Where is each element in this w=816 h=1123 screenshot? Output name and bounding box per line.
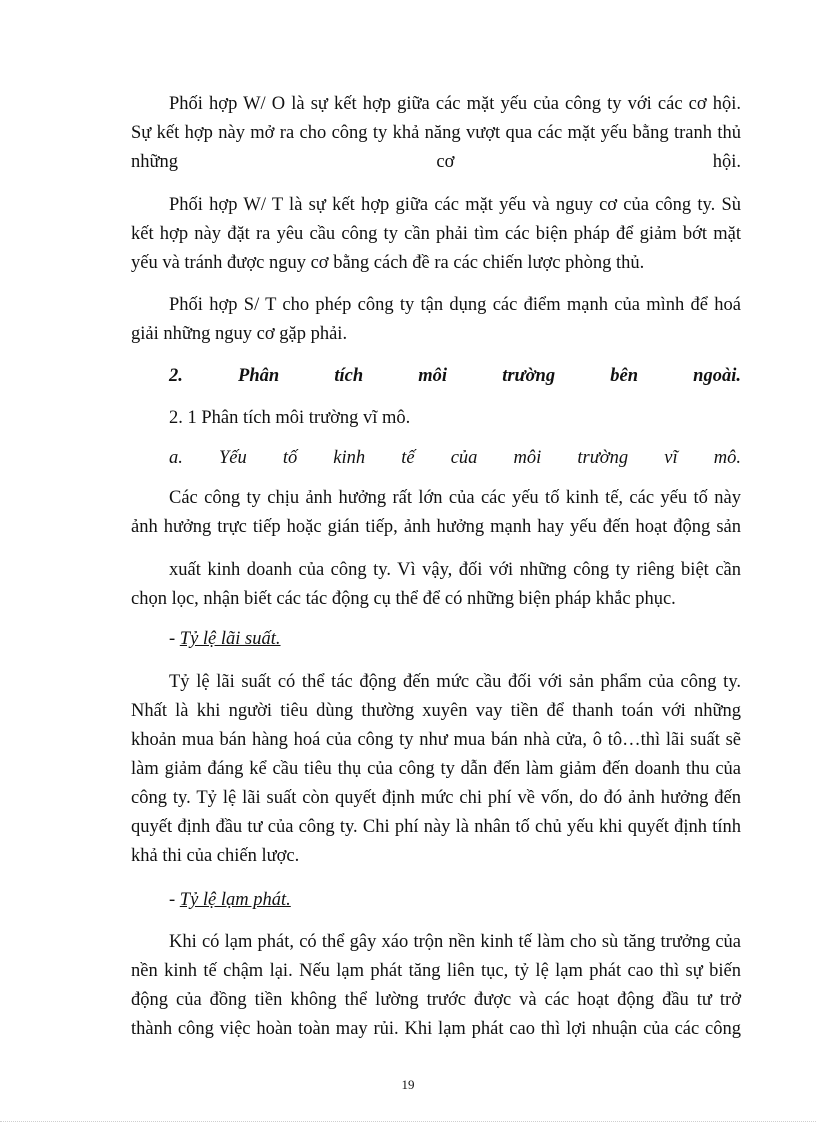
word: những — [131, 152, 179, 172]
text-line: Nhất là khi người tiêu dùng thường xuyên vay tiền để thanh toán với những — [131, 701, 741, 721]
paragraph-st — [131, 291, 741, 349]
paragraph-interest — [131, 668, 741, 871]
text-line: Phối hợp W/ T là sự kết hợp giữa các mặt yếu và nguy cơ của công ty. Sù — [169, 195, 741, 215]
text-line: quyết định đầu tư của công ty. Chi phí này là nhân tố chủ yếu khi quyết định tính — [131, 817, 741, 837]
heading-word: 2. — [169, 366, 183, 386]
text-line: Khi có lạm phát, có thể gây xáo trộn nền kinh tế làm cho sù tăng trưởng của — [169, 932, 741, 952]
text-line: nền kinh tế chậm lại. Nếu lạm phát tăng liên tục, tỷ lệ lạm phát cao thì sự biến — [131, 961, 741, 981]
heading-word: bên — [610, 366, 638, 386]
text-line: xuất kinh doanh của công ty. Vì vậy, đối với những công ty riêng biệt cần — [169, 560, 741, 580]
heading-line — [169, 362, 741, 391]
text-line: Sự kết hợp này mở ra cho công ty khả năng vượt qua các mặt yếu bằng tranh thủ — [131, 123, 741, 143]
subheading-text: 2. 1 Phân tích môi trường vĩ mô. — [169, 408, 411, 428]
heading-word: môi — [418, 366, 448, 386]
heading-word: ngoài. — [693, 366, 741, 386]
subheading-word: kinh — [333, 448, 366, 468]
text-line: Các công ty chịu ảnh hưởng rất lớn của các yếu tố kinh tế, các yếu tố này — [169, 488, 741, 508]
paragraph-wo — [131, 90, 741, 177]
subheading-line — [169, 444, 741, 473]
text-line: ảnh hưởng trực tiếp hoặc gián tiếp, ảnh hưởng mạnh hay yếu đến hoạt động sản — [131, 517, 741, 537]
paragraph-wt — [131, 191, 741, 278]
dash: - — [169, 890, 180, 910]
subheading-word: vĩ — [664, 448, 678, 468]
word: cơ — [436, 152, 455, 172]
subheading-word: a. — [169, 448, 183, 468]
subheading-word: tố — [282, 448, 298, 468]
paragraph-economy-2 — [131, 556, 741, 614]
footer-divider — [0, 1121, 816, 1122]
section-heading — [169, 362, 741, 391]
text-line: khả thi của chiến lược. — [131, 846, 300, 866]
paragraph-inflation — [131, 928, 741, 1044]
text-line: giải những nguy cơ gặp phải. — [131, 324, 348, 344]
text-line: Phối hợp S/ T cho phép công ty tận dụng các điểm mạnh của mình để hoá — [169, 295, 741, 315]
text-line: kết hợp này đặt ra yêu cầu công ty cần phải tìm các biện pháp để giảm bớt mặt — [131, 224, 741, 244]
subheading-word: môi — [513, 448, 542, 468]
word: hội. — [712, 152, 741, 172]
inflation-heading — [169, 886, 741, 915]
heading-word: trường — [502, 366, 556, 386]
heading-word: tích — [334, 366, 364, 386]
dash: - — [169, 629, 180, 649]
text-line: khoản mua bán hàng hoá của công ty như mua bán nhà cửa, ô tô…thì lãi suất sẽ — [131, 730, 741, 750]
subheading-word: trường — [577, 448, 629, 468]
subheading-a — [169, 444, 741, 473]
text-line: Tỷ lệ lãi suất có thể tác động đến mức cầu đối với sản phẩm của công ty. — [169, 672, 741, 692]
subheading-word: của — [450, 448, 478, 468]
text-line: động của đồng tiền không thể lường trước được và các hoạt động đầu tư trở — [131, 990, 741, 1010]
paragraph-economy-1 — [131, 484, 741, 542]
text-line: Phối hợp W/ O là sự kết hợp giữa các mặt yếu của công ty với các cơ hội. — [169, 94, 741, 114]
text-line: làm giảm đáng kể cầu tiêu thụ của công ty dẫn đến làm giảm đến doanh thu của — [131, 759, 741, 779]
text-line: thành công việc hoàn toàn may rủi. Khi lạm phát cao thì lợi nhuận của các công — [131, 1019, 741, 1039]
text-line: chọn lọc, nhận biết các tác động cụ thể để có những biện pháp khắc phục. — [131, 589, 676, 609]
inflation-title: Tỷ lệ lạm phát. — [179, 890, 291, 910]
page-number: 19 — [401, 1077, 415, 1092]
subheading-word: tế — [401, 448, 415, 468]
text-line: yếu và tránh được nguy cơ bằng cách đề ra các chiến lược phòng thủ. — [131, 253, 645, 273]
text-line-spread — [131, 148, 741, 177]
text-line: công ty. Tỷ lệ lãi suất còn quyết định mức chi phí về vốn, do đó ảnh hưởng đến — [131, 788, 741, 808]
subheading-word: mô. — [713, 448, 741, 468]
interest-heading — [169, 625, 741, 654]
subheading-word: Yếu — [218, 448, 247, 468]
heading-word: Phân — [238, 366, 280, 386]
interest-title: Tỷ lệ lãi suất. — [179, 629, 281, 649]
subheading-2-1 — [169, 404, 741, 433]
